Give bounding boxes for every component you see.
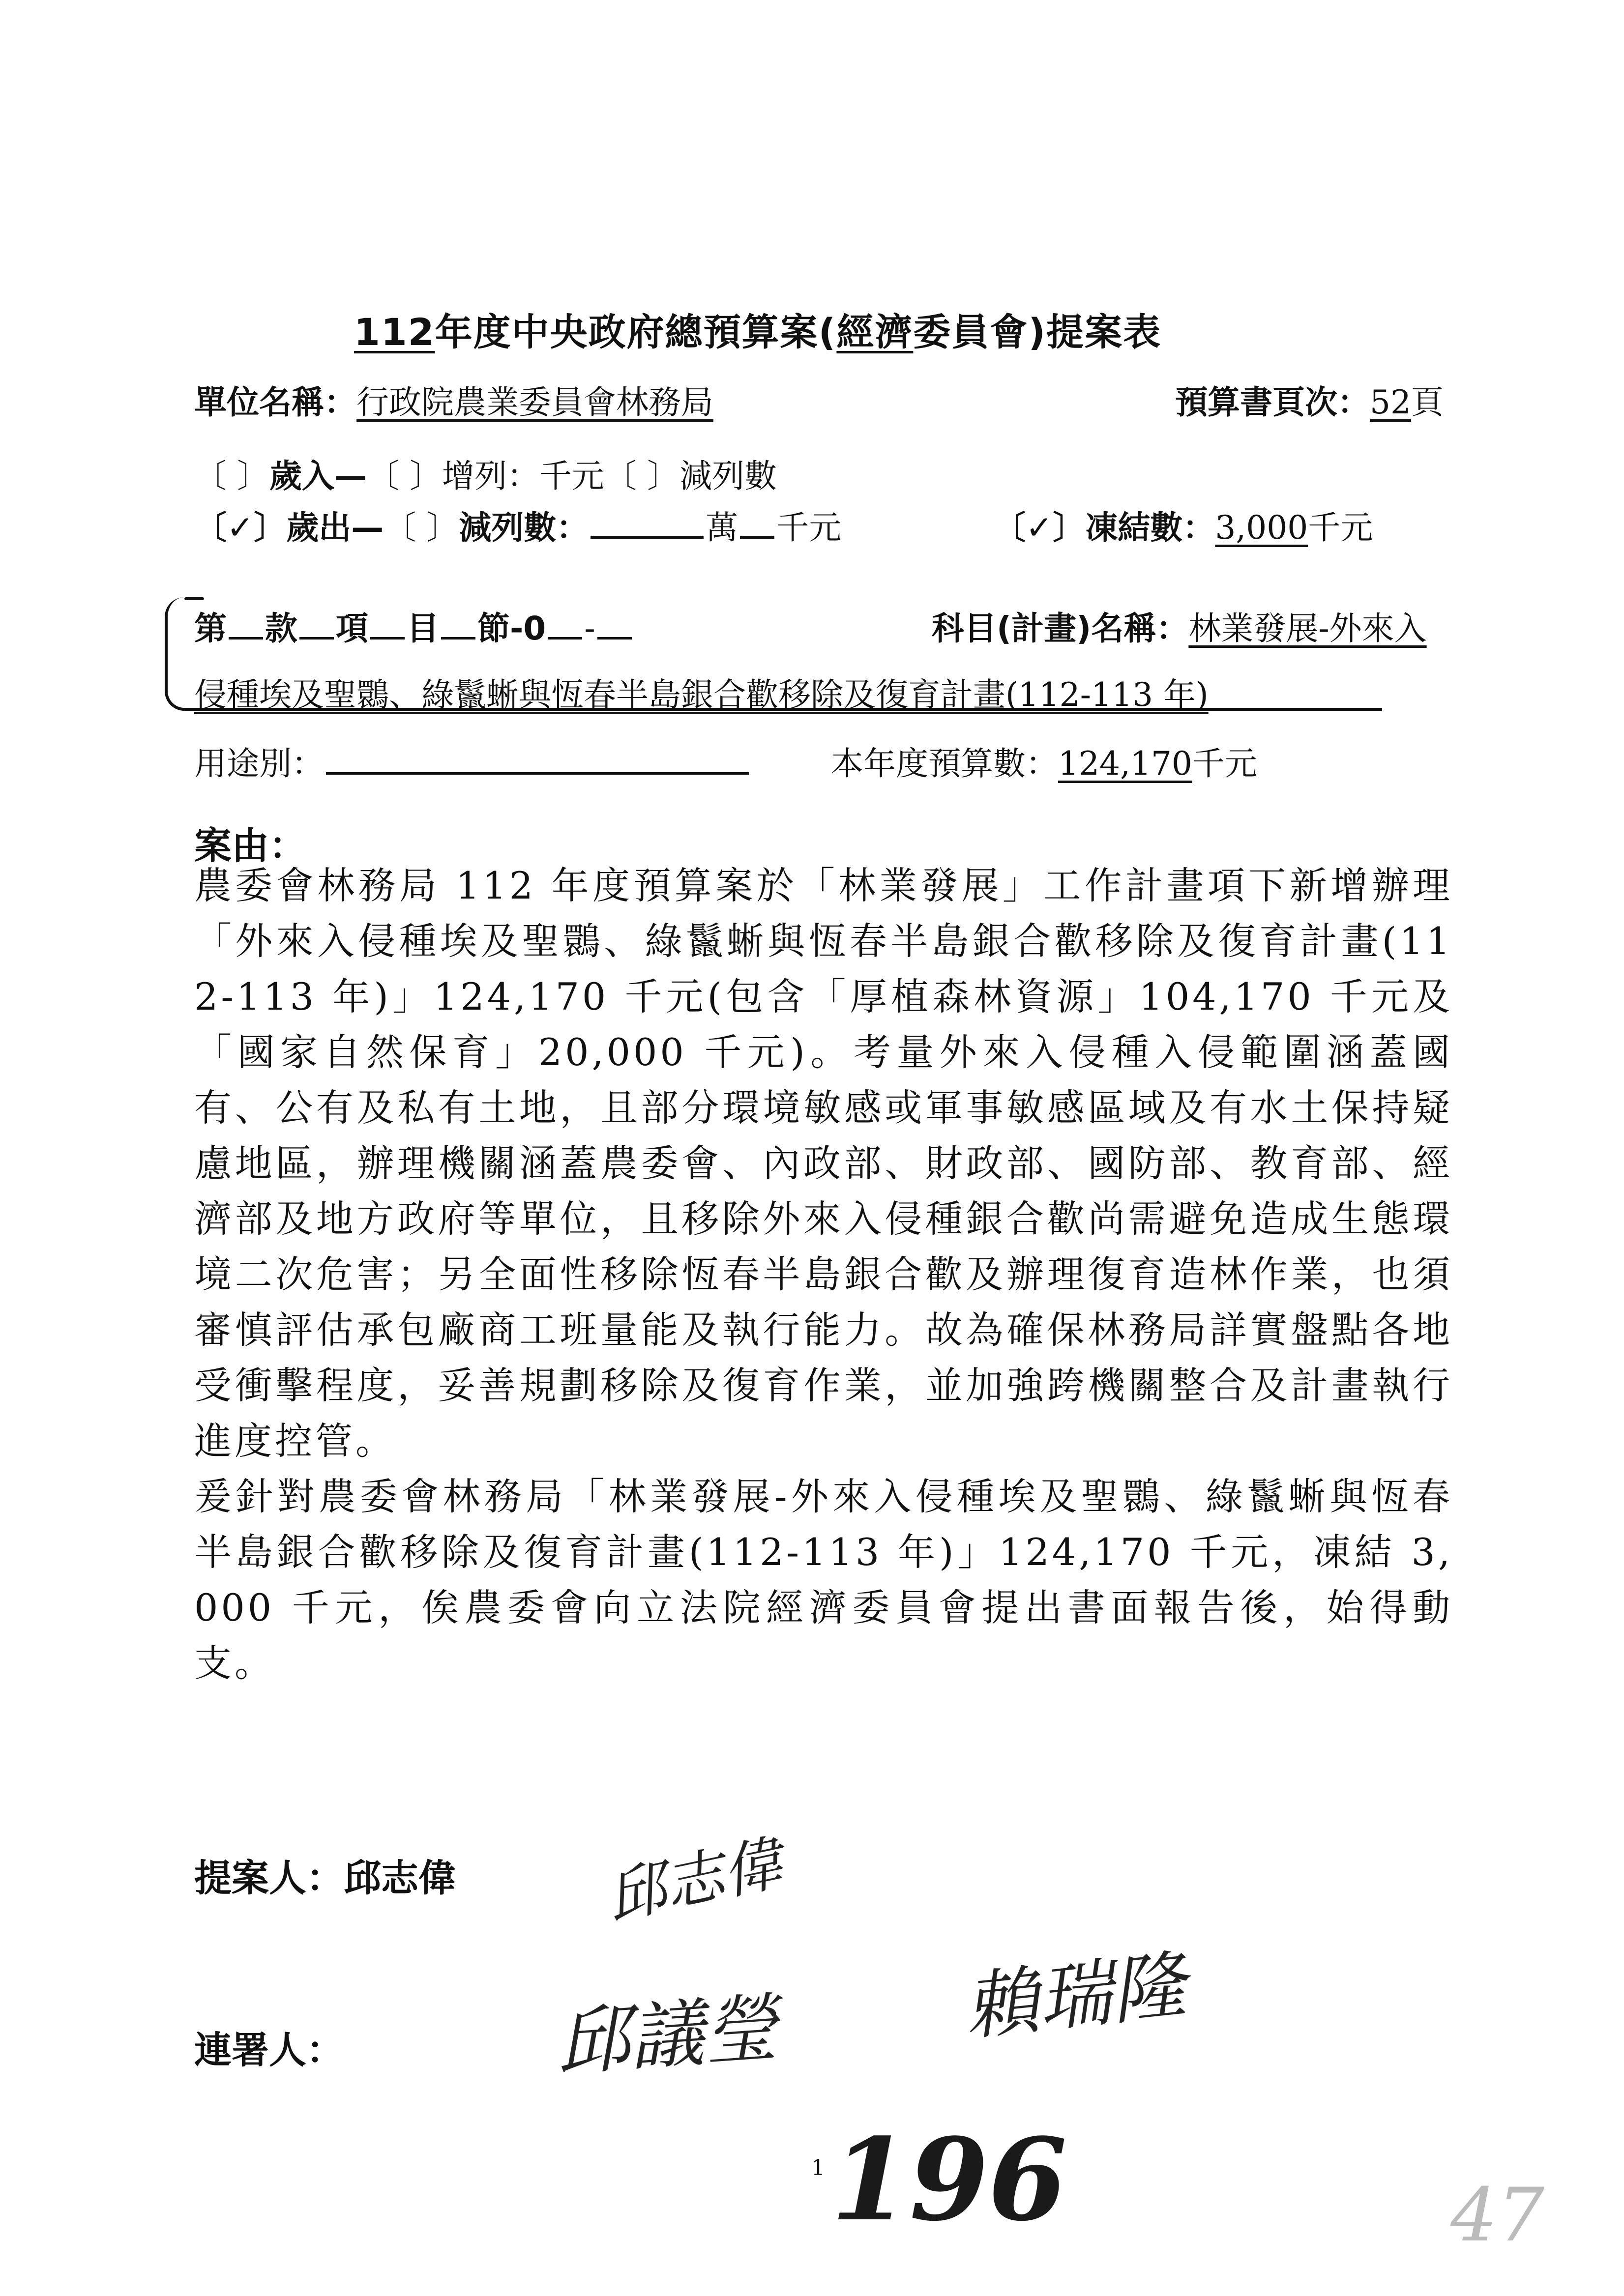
usage-label: 用途別： xyxy=(194,745,324,783)
subject-xiang: 項 xyxy=(336,610,368,647)
budget-page-label: 預算書頁次： xyxy=(1175,383,1370,421)
proposer-name: 邱志偉 xyxy=(344,1856,456,1900)
proposer-signature: 邱志偉 xyxy=(600,1829,788,1933)
subject-mu: 目 xyxy=(407,610,439,647)
expenditure-label: 歲出— xyxy=(286,509,384,547)
qian-blank[interactable] xyxy=(740,536,774,539)
freeze-value: 3,000 xyxy=(1215,509,1308,547)
jie-sub2-blank[interactable] xyxy=(597,637,632,639)
cosigner-signature-2: 賴瑞隆 xyxy=(960,1942,1190,2051)
current-budget-unit: 千元 xyxy=(1192,745,1257,783)
unit-name-label: 單位名稱： xyxy=(194,383,356,421)
expenditure-checkbox[interactable]: 〔✓〕 xyxy=(194,509,287,547)
freeze-label: 凍結數： xyxy=(1085,509,1215,547)
revenue-checkbox[interactable]: 〔 〕 xyxy=(194,457,269,495)
usage-field[interactable] xyxy=(326,772,749,775)
subject-jie: 節-0 xyxy=(477,610,546,647)
freeze-row xyxy=(993,501,1373,548)
document-title xyxy=(354,302,1161,356)
subject-name-line2: 侵種埃及聖䴉、綠鬣蜥與恆春半島銀合歡移除及復育計畫(112-113 年) xyxy=(194,676,1209,714)
handwritten-page-number: 196 xyxy=(831,2114,1067,2246)
wan-blank[interactable] xyxy=(591,536,704,539)
cosigner-label: 連署人： xyxy=(194,2028,344,2072)
page-number: 1 xyxy=(811,2155,825,2180)
budget-page-value: 52 xyxy=(1370,383,1411,421)
faint-page-number: 47 xyxy=(1450,2173,1544,2258)
wan-label: 萬 xyxy=(706,509,738,547)
revenue-label: 歲入— xyxy=(269,457,367,495)
expenditure-decrease-checkbox[interactable]: 〔 〕 xyxy=(384,509,459,547)
subject-di: 第 xyxy=(194,610,227,647)
subject-name-line2-row xyxy=(194,668,1209,715)
title-year: 112 xyxy=(354,310,435,354)
kuan-blank[interactable] xyxy=(229,637,263,639)
current-budget-label: 本年度預算數： xyxy=(831,745,1058,783)
title-part1: 年度中央政府總預算案( xyxy=(435,310,837,354)
current-budget-value: 124,170 xyxy=(1058,745,1192,783)
title-part2: 委員會)提案表 xyxy=(913,310,1162,354)
decrease-checkbox[interactable]: 〔 〕 xyxy=(604,457,679,495)
freeze-checkbox[interactable]: 〔✓〕 xyxy=(993,509,1086,547)
increase-label: 增列：千元 xyxy=(442,457,604,495)
unit-name-row xyxy=(194,376,713,423)
freeze-unit: 千元 xyxy=(1308,509,1373,547)
qianyuan-label: 千元 xyxy=(776,509,842,547)
subject-name-row xyxy=(932,602,1427,649)
jie-sub-blank[interactable] xyxy=(548,637,582,639)
subject-code-row xyxy=(194,602,634,649)
subject-frame-top xyxy=(184,597,204,600)
reason-paragraph-2: 爰針對農委會林務局「林業發展-外來入侵種埃及聖䴉、綠鬣蜥與恆春半島銀合歡移除及復育計畫(112-113 年)」124,170 千元，凍結 3,000 千元，俟農委會向立法院經濟委員會提出書面報告後，始得動支。 xyxy=(194,1475,1453,1685)
budget-page-row xyxy=(1175,376,1444,423)
cosigner-signature-1: 邱議瑩 xyxy=(553,1985,780,2087)
expenditure-row xyxy=(194,501,841,548)
revenue-row xyxy=(194,450,777,496)
usage-row xyxy=(194,737,751,784)
increase-checkbox[interactable]: 〔 〕 xyxy=(366,457,442,495)
title-committee: 經濟 xyxy=(836,310,914,354)
proposer-row xyxy=(194,1848,456,1902)
subject-dash: - xyxy=(584,610,595,647)
decrease-label: 減列數 xyxy=(679,457,777,495)
subject-kuan: 款 xyxy=(265,610,297,647)
subject-name-line1: 林業發展-外來入 xyxy=(1188,610,1427,647)
mu-blank[interactable] xyxy=(370,637,405,639)
expenditure-decrease-label: 減列數： xyxy=(459,509,589,547)
subject-name-label: 科目(計畫)名稱： xyxy=(932,610,1189,647)
current-budget-row xyxy=(831,737,1257,784)
reason-body xyxy=(194,858,1453,1691)
proposer-label: 提案人： xyxy=(194,1856,344,1900)
reason-heading: 案由： xyxy=(194,824,306,868)
xiang-blank[interactable] xyxy=(299,637,334,639)
unit-name-value: 行政院農業委員會林務局 xyxy=(356,383,713,421)
jie-blank[interactable] xyxy=(441,637,475,639)
reason-paragraph-1: 農委會林務局 112 年度預算案於「林業發展」工作計畫項下新增辦理「外來入侵種埃及聖䴉、綠鬣蜥與恆春半島銀合歡移除及復育計畫(112-113 年)」124,170 千元(包含「厚植森林資源」104,170 千元及「國家自然保育」20,000 千元)。考量外來入侵種入侵範圍涵蓋國有、公有及私有土地，且部分環境敏感或軍事敏感區域及有水土保持疑慮地區，辦理機關涵蓋農委會、內政部、財政部、國防部、教育部、經濟部及地方政府等單位，且移除外來入侵種銀合歡尚需避免造成生態環境二次危害；另全面性移除恆春半島銀合歡及辦理復育造林作業，也須審慎評估承包廠商工班量能及執行能力。故為確保林務局詳實盤點各地受衝擊程度，妥善規劃移除及復育作業，並加強跨機關整合及計畫執行進度控管。 xyxy=(194,864,1453,1463)
budget-page-suffix: 頁 xyxy=(1411,383,1444,421)
